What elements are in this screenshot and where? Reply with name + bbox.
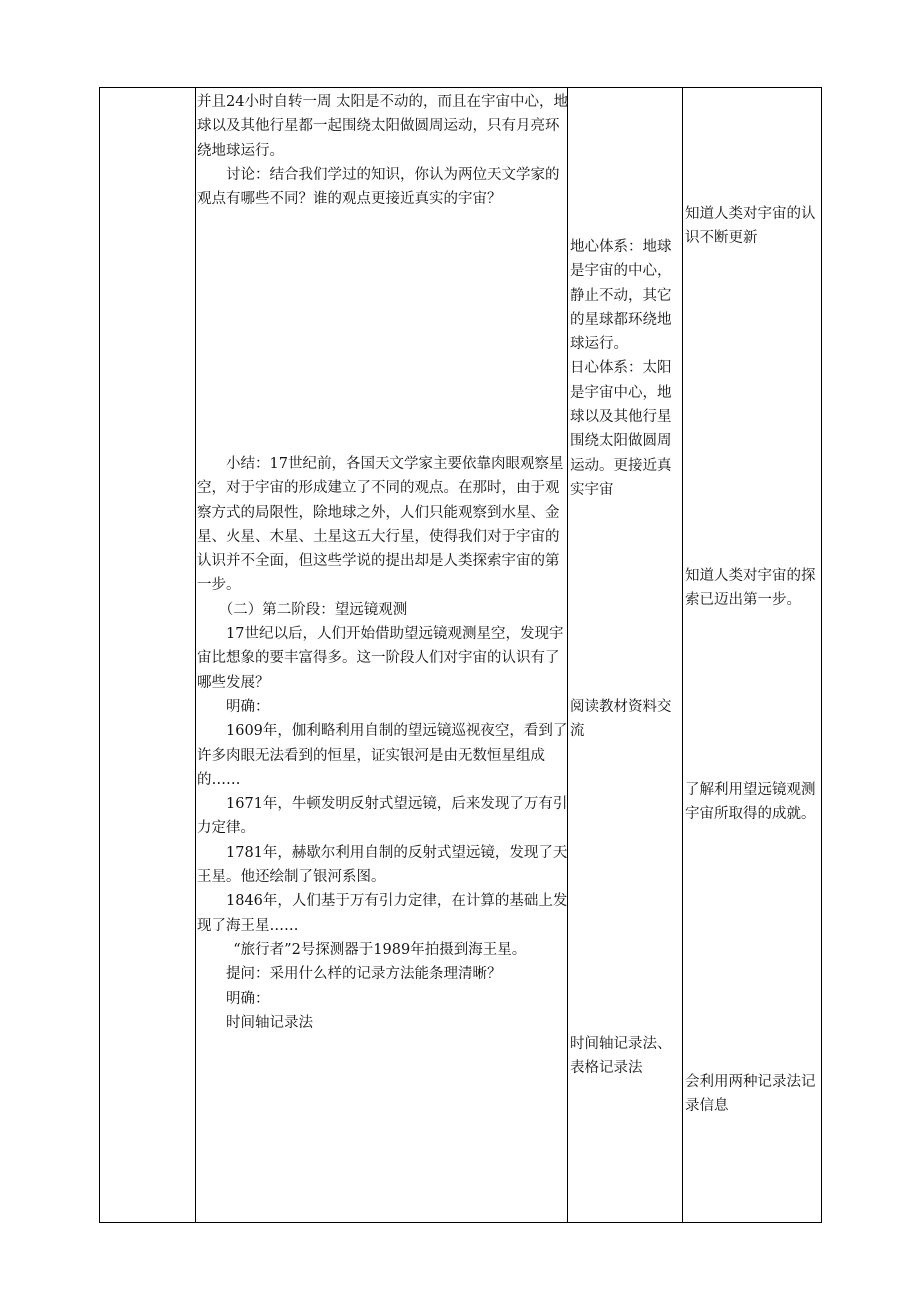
column-divider xyxy=(195,88,196,1222)
goal-text: 知道人类对宇宙的认识不断更新 xyxy=(685,206,816,247)
student-activity-recording xyxy=(569,1032,682,1081)
event-1846: 1846年，人们基于万有引力定律，在计算的基础上发现了海王星…… xyxy=(197,893,568,934)
goal-1 xyxy=(685,202,819,251)
teaching-content-summary xyxy=(197,452,569,1035)
student-activity-reading xyxy=(569,695,682,744)
summary-text: 小结：17世纪前，各国天文学家主要依靠肉眼观察星空，对于宇宙的形成建立了不同的观点。在那时，由于观察方式的局限性，除地球之外，人们只能观察到水星、金星、火星、木星、土星这五大行星，使得我们对于宇宙的认识并不全面，但这些学说的提出却是人类探索宇宙的第一步。 xyxy=(197,456,564,594)
clarify-label: 明确： xyxy=(226,698,270,715)
teaching-content-top xyxy=(197,90,569,211)
stage2-intro: 17世纪以后，人们开始借助望远镜观测星空，发现宇宙比想象的要丰富得多。这一阶段人们对宇宙的认识有了哪些发展？ xyxy=(197,626,564,691)
event-1781: 1781年，赫歇尔利用自制的反射式望远镜，发现了天王星。他还绘制了银河系图。 xyxy=(197,844,568,886)
column-divider xyxy=(682,88,683,1222)
geocentric-text: 地心体系：地球是宇宙的中心，静止不动，其它的星球都环绕地球运行。 xyxy=(570,239,672,353)
goal-text: 知道人类对宇宙的探索已迈出第一步。 xyxy=(685,568,816,609)
recording-text: 时间轴记录法、表格记录法 xyxy=(570,1036,672,1077)
student-activity-models xyxy=(569,235,682,502)
lesson-plan-table xyxy=(99,87,822,1223)
method-text: 时间轴记录法 xyxy=(226,1014,313,1031)
discussion-text: 讨论：结合我们学过的知识，你认为两位天文学家的观点有哪些不同？谁的观点更接近真实的宇宙？ xyxy=(197,166,560,208)
goal-3 xyxy=(685,778,819,827)
clarify-label: 明确： xyxy=(226,990,270,1007)
heliocentric-text: 并且24小时自转一周 太阳是不动的，而且在宇宙中心，地球以及其他行星都一起围绕太阳做圆周运动，只有月亮环绕地球运行。 xyxy=(197,94,569,159)
question-text: 提问：采用什么样的记录方法能条理清晰？ xyxy=(226,966,502,983)
event-1989: “旅行者”2号探测器于1989年拍摄到海王星。 xyxy=(233,941,527,958)
goal-2 xyxy=(685,564,819,613)
reading-text: 阅读教材资料交流 xyxy=(570,699,672,740)
event-1609: 1609年，伽利略利用自制的望远镜巡视夜空，看到了许多肉眼无法看到的恒星，证实银河是由无数恒星组成的…… xyxy=(197,723,568,788)
goal-text: 会利用两种记录法记录信息 xyxy=(685,1074,816,1115)
stage2-heading: （二）第二阶段：望远镜观测 xyxy=(218,601,408,618)
goal-text: 了解利用望远镜观测宇宙所取得的成就。 xyxy=(685,782,816,823)
goal-4 xyxy=(685,1070,819,1119)
heliocentric-text: 日心体系：太阳是宇宙中心，地球以及其他行星围绕太阳做圆周运动。更接近真实宇宙 xyxy=(570,360,672,498)
event-1671: 1671年，牛顿发明反射式望远镜，后来发现了万有引力定律。 xyxy=(197,796,568,837)
